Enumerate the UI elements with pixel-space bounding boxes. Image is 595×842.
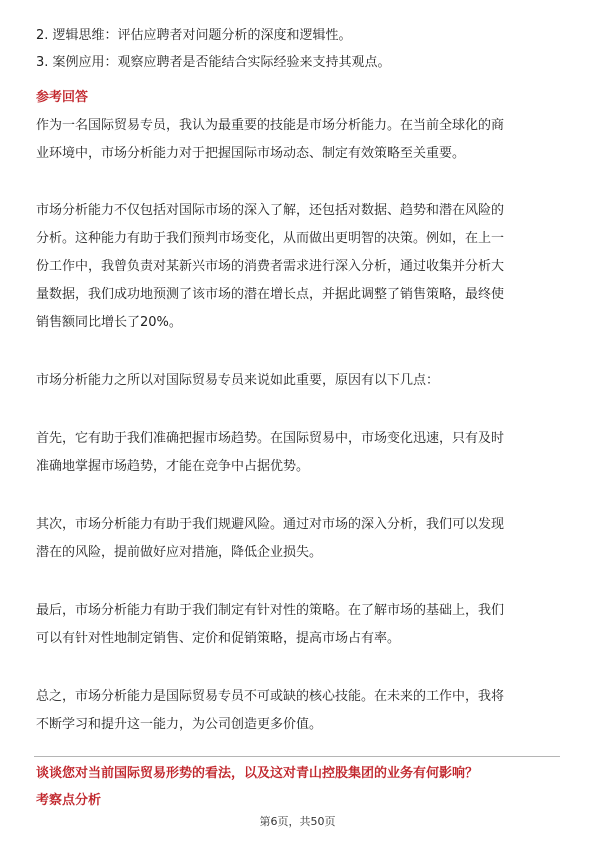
paragraph-summary-line: 总之，市场分析能力是国际贸易专员不可或缺的核心技能。在未来的工作中，我将 (36, 689, 505, 704)
paragraph-analysis-line: 分析。这种能力有助于我们预判市场变化，从而做出更明智的决策。例如，在上一 (36, 231, 505, 246)
paragraph-intro-line: 作为一名国际贸易专员，我认为最重要的技能是市场分析能力。在当前全球化的商 (36, 118, 505, 133)
criterion-logic: 2. 逻辑思维：评估应聘者对问题分析的深度和逻辑性。 (36, 28, 352, 43)
next-section-heading: 考察点分析 (36, 793, 102, 808)
paragraph-analysis-line: 销售额同比增长了20%。 (36, 315, 182, 330)
paragraph-first-line: 首先，它有助于我们准确把握市场趋势。在国际贸易中，市场变化迅速，只有及时 (36, 431, 505, 446)
paragraph-analysis-line: 量数据，我们成功地预测了该市场的潜在增长点，并据此调整了销售策略，最终使 (36, 287, 505, 302)
paragraph-intro-line: 业环境中，市场分析能力对于把握国际市场动态、制定有效策略至关重要。 (36, 146, 466, 161)
paragraph-analysis-line: 市场分析能力不仅包括对国际市场的深入了解，还包括对数据、趋势和潜在风险的 (36, 203, 505, 218)
paragraph-second-line: 其次，市场分析能力有助于我们规避风险。通过对市场的深入分析，我们可以发现 (36, 517, 505, 532)
page-footer: 第6页，共50页 (259, 815, 336, 828)
paragraph-analysis-line: 份工作中，我曾负责对某新兴市场的消费者需求进行深入分析，通过收集并分析大 (36, 259, 505, 274)
paragraph-second-line: 潜在的风险，提前做好应对措施，降低企业损失。 (36, 545, 323, 560)
paragraph-summary-line: 不断学习和提升这一能力，为公司创造更多价值。 (36, 717, 323, 732)
paragraph-last-line: 可以有针对性地制定销售、定价和促销策略，提高市场占有率。 (36, 631, 401, 646)
paragraph-first-line: 准确地掌握市场趋势，才能在竞争中占据优势。 (36, 459, 310, 474)
answer-heading: 参考回答 (36, 90, 89, 105)
criterion-case: 3. 案例应用：观察应聘者是否能结合实际经验来支持其观点。 (36, 55, 391, 70)
paragraph-reasons: 市场分析能力之所以对国际贸易专员来说如此重要，原因有以下几点： (36, 373, 440, 388)
section-divider (34, 756, 560, 757)
paragraph-last-line: 最后，市场分析能力有助于我们制定有针对性的策略。在了解市场的基础上，我们 (36, 603, 505, 618)
next-question: 谈谈您对当前国际贸易形势的看法，以及这对青山控股集团的业务有何影响？ (36, 766, 479, 781)
